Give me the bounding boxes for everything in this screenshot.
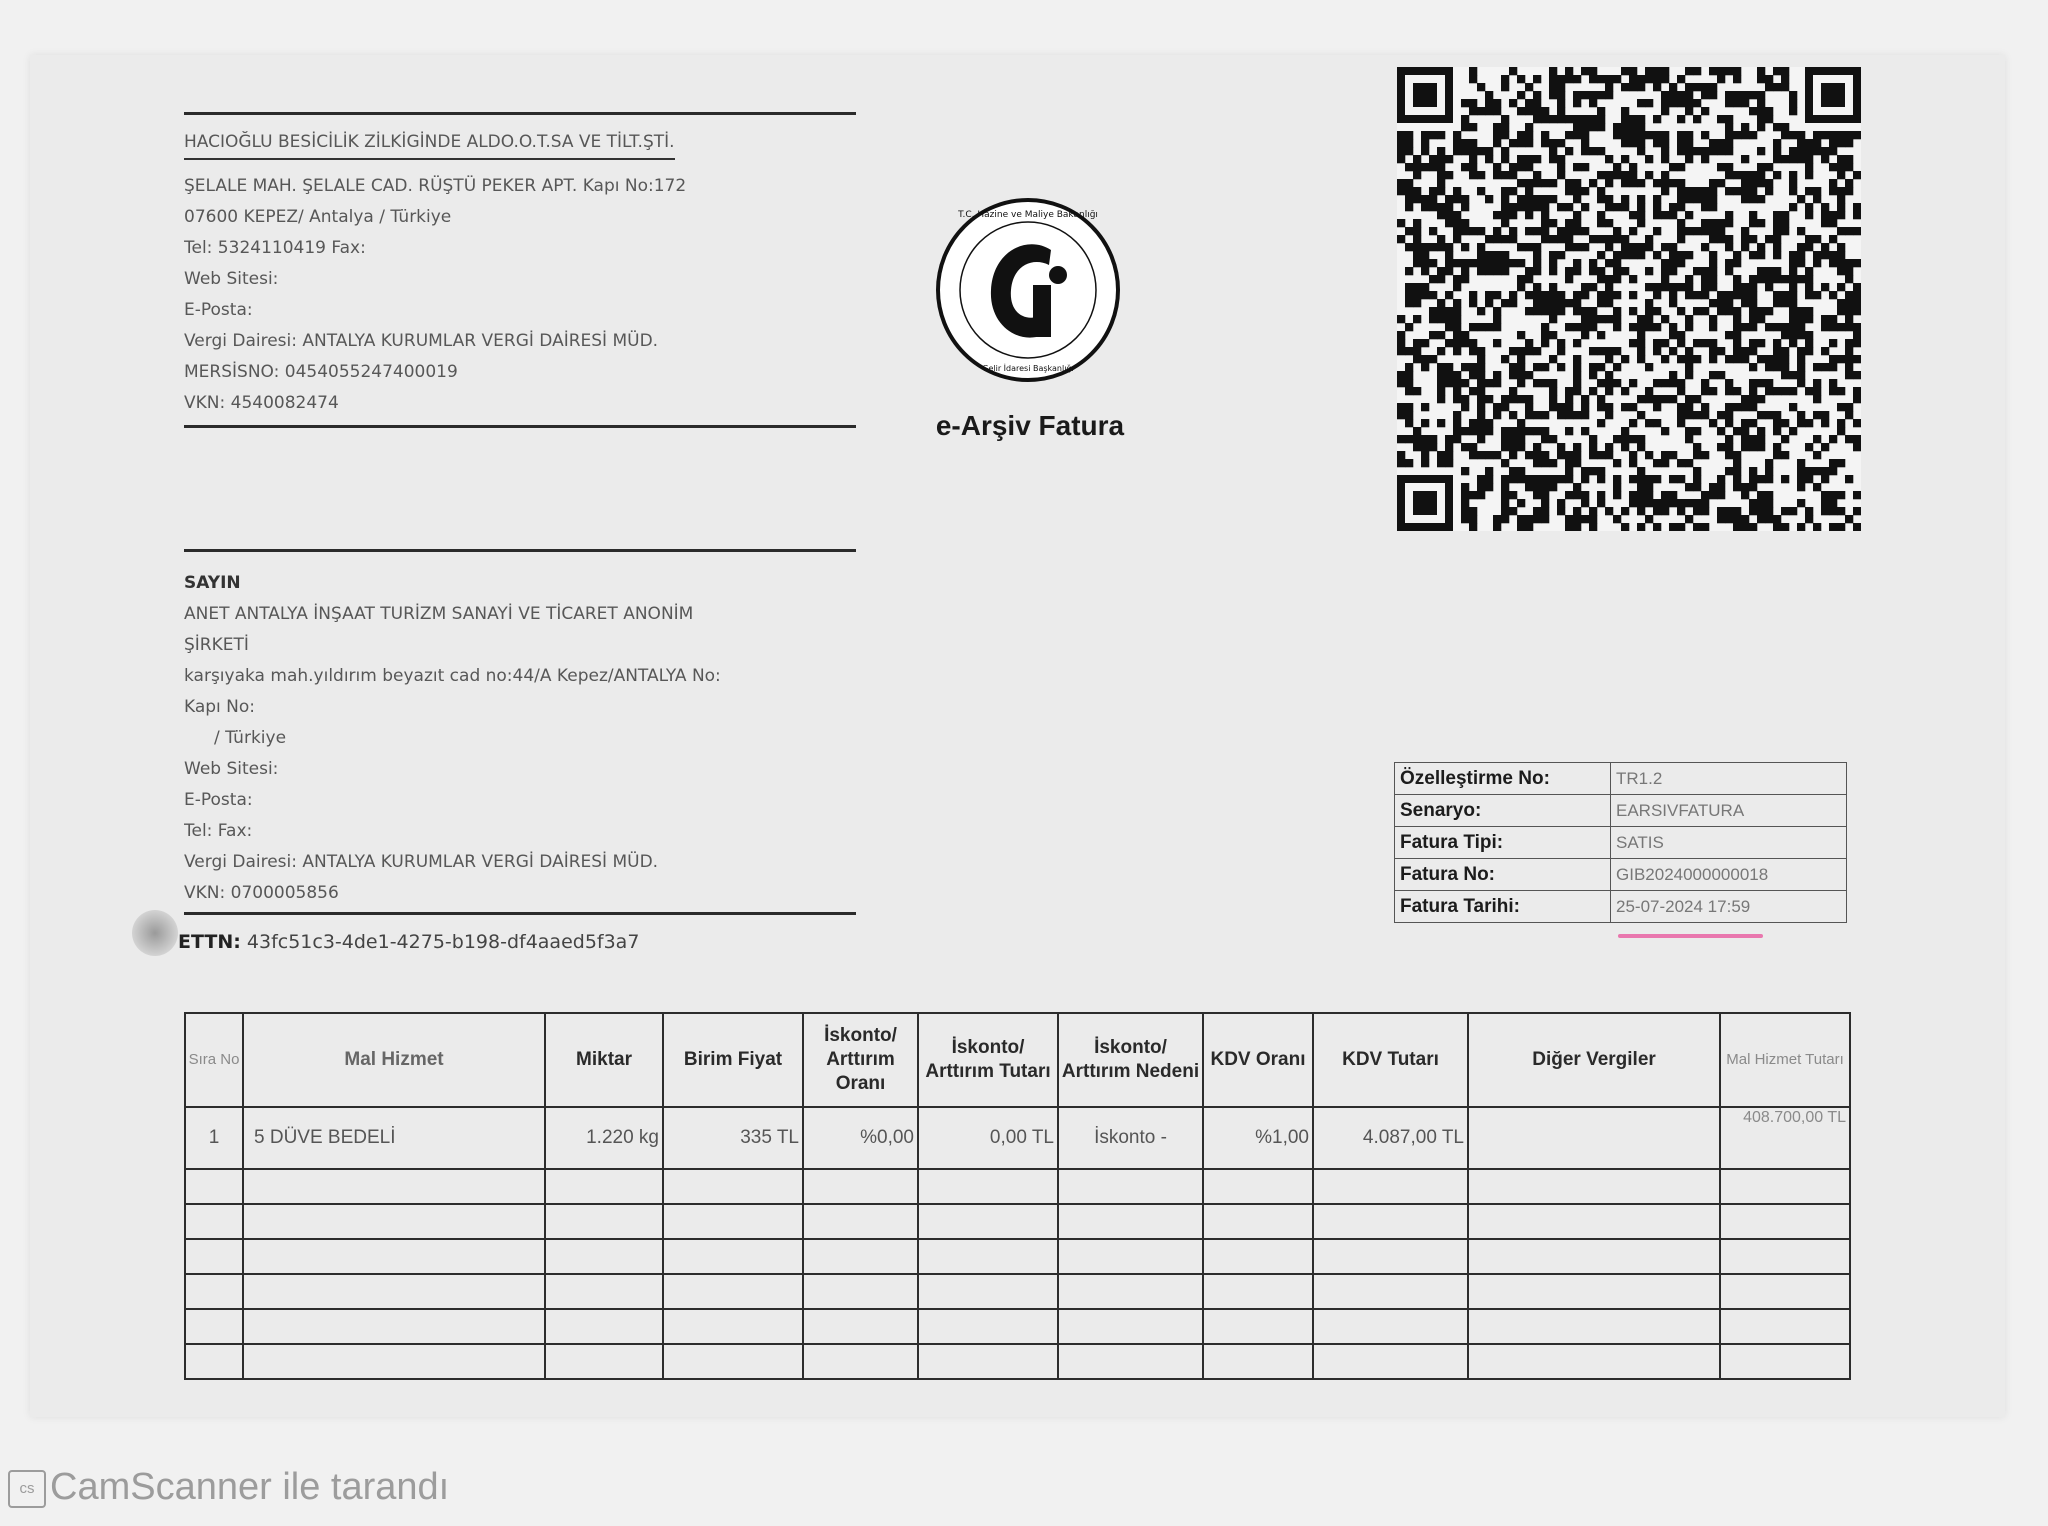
col-header-sira-no: Sıra No <box>185 1013 243 1107</box>
buyer-top-rule <box>184 549 856 552</box>
empty-cell <box>918 1169 1058 1204</box>
seller-email: E-Posta: <box>184 300 253 320</box>
empty-cell <box>1313 1309 1468 1344</box>
empty-cell <box>803 1239 918 1274</box>
empty-cell <box>243 1274 545 1309</box>
meta-value: TR1.2 <box>1611 763 1847 795</box>
empty-table-row <box>185 1309 1850 1344</box>
empty-cell <box>1058 1239 1203 1274</box>
cell-sira-no: 1 <box>185 1107 243 1169</box>
seller-bottom-rule <box>184 425 856 428</box>
invoice-meta-table <box>1394 762 1847 923</box>
watermark-text: CamScanner ile tarandı <box>50 1466 450 1508</box>
empty-cell <box>1203 1169 1313 1204</box>
empty-cell <box>803 1169 918 1204</box>
empty-cell <box>545 1309 663 1344</box>
meta-row <box>1395 859 1847 891</box>
buyer-heading: SAYIN <box>184 573 241 593</box>
document-title: e-Arşiv Fatura <box>935 410 1125 441</box>
empty-cell <box>918 1344 1058 1379</box>
empty-cell <box>1313 1274 1468 1309</box>
col-header-kdv-orani: KDV Oranı <box>1203 1013 1313 1107</box>
empty-cell <box>1468 1169 1720 1204</box>
buyer-address: karşıyaka mah.yıldırım beyazıt cad no:44/A Kepez/ANTALYA No: <box>184 666 721 686</box>
empty-cell <box>918 1204 1058 1239</box>
empty-cell <box>1720 1169 1850 1204</box>
buyer-door-no: Kapı No: <box>184 697 256 717</box>
empty-cell <box>185 1274 243 1309</box>
empty-cell <box>1313 1169 1468 1204</box>
col-header-diger-vergiler: Diğer Vergiler <box>1468 1013 1720 1107</box>
empty-cell <box>663 1344 803 1379</box>
empty-cell <box>243 1239 545 1274</box>
empty-cell <box>1313 1239 1468 1274</box>
col-header-iskonto-orani: İskonto/ Arttırım Oranı <box>803 1013 918 1107</box>
meta-value: SATIS <box>1611 827 1847 859</box>
seller-vkn: VKN: 4540082474 <box>184 393 339 413</box>
empty-cell <box>803 1309 918 1344</box>
empty-cell <box>243 1344 545 1379</box>
camscanner-watermark <box>8 1466 449 1509</box>
empty-cell <box>1720 1274 1850 1309</box>
qr-code-icon <box>1397 67 1861 531</box>
empty-cell <box>545 1204 663 1239</box>
empty-cell <box>663 1309 803 1344</box>
empty-cell <box>243 1169 545 1204</box>
empty-cell <box>1203 1204 1313 1239</box>
col-header-iskonto-tutari: İskonto/ Arttırım Tutarı <box>918 1013 1058 1107</box>
meta-label: Fatura Tarihi: <box>1395 891 1611 923</box>
svg-text:Gelir İdaresi Başkanlığı: Gelir İdaresi Başkanlığı <box>982 364 1074 373</box>
cell-diger-vergiler <box>1468 1107 1720 1169</box>
gib-logo-icon <box>933 195 1123 385</box>
empty-table-row <box>185 1344 1850 1379</box>
empty-cell <box>1203 1274 1313 1309</box>
col-header-miktar: Miktar <box>545 1013 663 1107</box>
buyer-website: Web Sitesi: <box>184 759 279 779</box>
meta-label: Fatura No: <box>1395 859 1611 891</box>
seller-website: Web Sitesi: <box>184 269 279 289</box>
cell-mal-hizmet-tutari: 408.700,00 TL <box>1720 1107 1850 1169</box>
meta-row <box>1395 891 1847 923</box>
cell-iskonto-tutari: 0,00 TL <box>918 1107 1058 1169</box>
empty-cell <box>185 1204 243 1239</box>
buyer-bottom-rule <box>184 912 856 915</box>
buyer-info <box>184 568 854 909</box>
col-header-mal-hizmet-tutari: Mal Hizmet Tutarı <box>1720 1013 1850 1107</box>
empty-cell <box>1313 1344 1468 1379</box>
meta-row <box>1395 795 1847 827</box>
buyer-phone: Tel: Fax: <box>184 821 253 841</box>
empty-cell <box>243 1309 545 1344</box>
empty-cell <box>918 1239 1058 1274</box>
meta-row <box>1395 827 1847 859</box>
ettn-label: ETTN: <box>178 931 241 953</box>
meta-label: Fatura Tipi: <box>1395 827 1611 859</box>
seller-name: HACIOĞLU BESİCİLİK ZİLKİGİNDE ALDO.O.T.SA VE TİLT.ŞTİ. <box>184 127 675 160</box>
empty-cell <box>185 1169 243 1204</box>
empty-cell <box>545 1274 663 1309</box>
empty-cell <box>243 1204 545 1239</box>
cell-kdv-tutari: 4.087,00 TL <box>1313 1107 1468 1169</box>
empty-table-row <box>185 1204 1850 1239</box>
meta-value: GIB2024000000018 <box>1611 859 1847 891</box>
cell-miktar: 1.220 kg <box>545 1107 663 1169</box>
seller-phone: Tel: 5324110419 Fax: <box>184 238 366 258</box>
buyer-country: / Türkiye <box>214 728 287 748</box>
ettn-value: 43fc51c3-4de1-4275-b198-df4aaed5f3a7 <box>246 931 640 953</box>
empty-cell <box>918 1309 1058 1344</box>
seller-tax-office: Vergi Dairesi: ANTALYA KURUMLAR VERGİ DAİRESİ MÜD. <box>184 331 659 351</box>
empty-cell <box>1468 1309 1720 1344</box>
meta-value: 25-07-2024 17:59 <box>1611 891 1847 923</box>
seller-top-rule <box>184 112 856 115</box>
cell-mal-hizmet: 5 DÜVE BEDELİ <box>243 1107 545 1169</box>
meta-label: Özelleştirme No: <box>1395 763 1611 795</box>
highlight-mark <box>1618 934 1763 938</box>
cell-kdv-orani: %1,00 <box>1203 1107 1313 1169</box>
empty-cell <box>663 1274 803 1309</box>
col-header-birim-fiyat: Birim Fiyat <box>663 1013 803 1107</box>
buyer-name: ANET ANTALYA İNŞAAT TURİZM SANAYİ VE TİCARET ANONİM <box>184 604 694 624</box>
empty-cell <box>1058 1274 1203 1309</box>
empty-cell <box>918 1274 1058 1309</box>
empty-cell <box>185 1344 243 1379</box>
empty-cell <box>1058 1204 1203 1239</box>
buyer-vkn: VKN: 0700005856 <box>184 883 339 903</box>
empty-cell <box>663 1169 803 1204</box>
buyer-name-cont: ŞİRKETİ <box>184 635 249 655</box>
seller-mersis: MERSİSNO: 0454055247400019 <box>184 362 458 382</box>
empty-cell <box>545 1169 663 1204</box>
empty-cell <box>1058 1309 1203 1344</box>
empty-cell <box>185 1309 243 1344</box>
empty-cell <box>1468 1274 1720 1309</box>
empty-cell <box>545 1239 663 1274</box>
empty-table-row <box>185 1169 1850 1204</box>
scan-smudge <box>132 910 178 956</box>
empty-cell <box>803 1344 918 1379</box>
empty-cell <box>803 1274 918 1309</box>
buyer-tax-office: Vergi Dairesi: ANTALYA KURUMLAR VERGİ DAİRESİ MÜD. <box>184 852 659 872</box>
empty-cell <box>1720 1204 1850 1239</box>
empty-table-row <box>185 1239 1850 1274</box>
empty-cell <box>1203 1344 1313 1379</box>
cell-iskonto-nedeni: İskonto - <box>1058 1107 1203 1169</box>
ettn <box>178 931 639 953</box>
empty-cell <box>1313 1204 1468 1239</box>
empty-cell <box>1468 1239 1720 1274</box>
empty-cell <box>1720 1239 1850 1274</box>
empty-cell <box>663 1239 803 1274</box>
empty-cell <box>185 1239 243 1274</box>
cell-birim-fiyat: 335 TL <box>663 1107 803 1169</box>
seller-city: 07600 KEPEZ/ Antalya / Türkiye <box>184 207 452 227</box>
items-header-row <box>185 1013 1850 1107</box>
meta-row <box>1395 763 1847 795</box>
empty-cell <box>1058 1169 1203 1204</box>
empty-table-row <box>185 1274 1850 1309</box>
meta-value: EARSIVFATURA <box>1611 795 1847 827</box>
empty-cell <box>1468 1204 1720 1239</box>
empty-cell <box>545 1344 663 1379</box>
cell-iskonto-orani: %0,00 <box>803 1107 918 1169</box>
col-header-mal-hizmet: Mal Hizmet <box>243 1013 545 1107</box>
col-header-kdv-tutari: KDV Tutarı <box>1313 1013 1468 1107</box>
col-header-iskonto-nedeni: İskonto/ Arttırım Nedeni <box>1058 1013 1203 1107</box>
empty-cell <box>1203 1309 1313 1344</box>
seller-info <box>184 127 854 419</box>
table-row <box>185 1107 1850 1169</box>
empty-cell <box>1720 1344 1850 1379</box>
items-table <box>184 1012 1851 1380</box>
empty-cell <box>1468 1344 1720 1379</box>
buyer-email: E-Posta: <box>184 790 253 810</box>
empty-cell <box>1203 1239 1313 1274</box>
camscanner-logo-icon: cs <box>8 1470 46 1508</box>
empty-cell <box>1720 1309 1850 1344</box>
empty-cell <box>663 1204 803 1239</box>
empty-cell <box>803 1204 918 1239</box>
meta-label: Senaryo: <box>1395 795 1611 827</box>
empty-cell <box>1058 1344 1203 1379</box>
svg-text:T.C. Hazine ve Maliye Bakanlığ: T.C. Hazine ve Maliye Bakanlığı <box>958 210 1098 220</box>
seller-address: ŞELALE MAH. ŞELALE CAD. RÜŞTÜ PEKER APT. Kapı No:172 <box>184 176 687 196</box>
